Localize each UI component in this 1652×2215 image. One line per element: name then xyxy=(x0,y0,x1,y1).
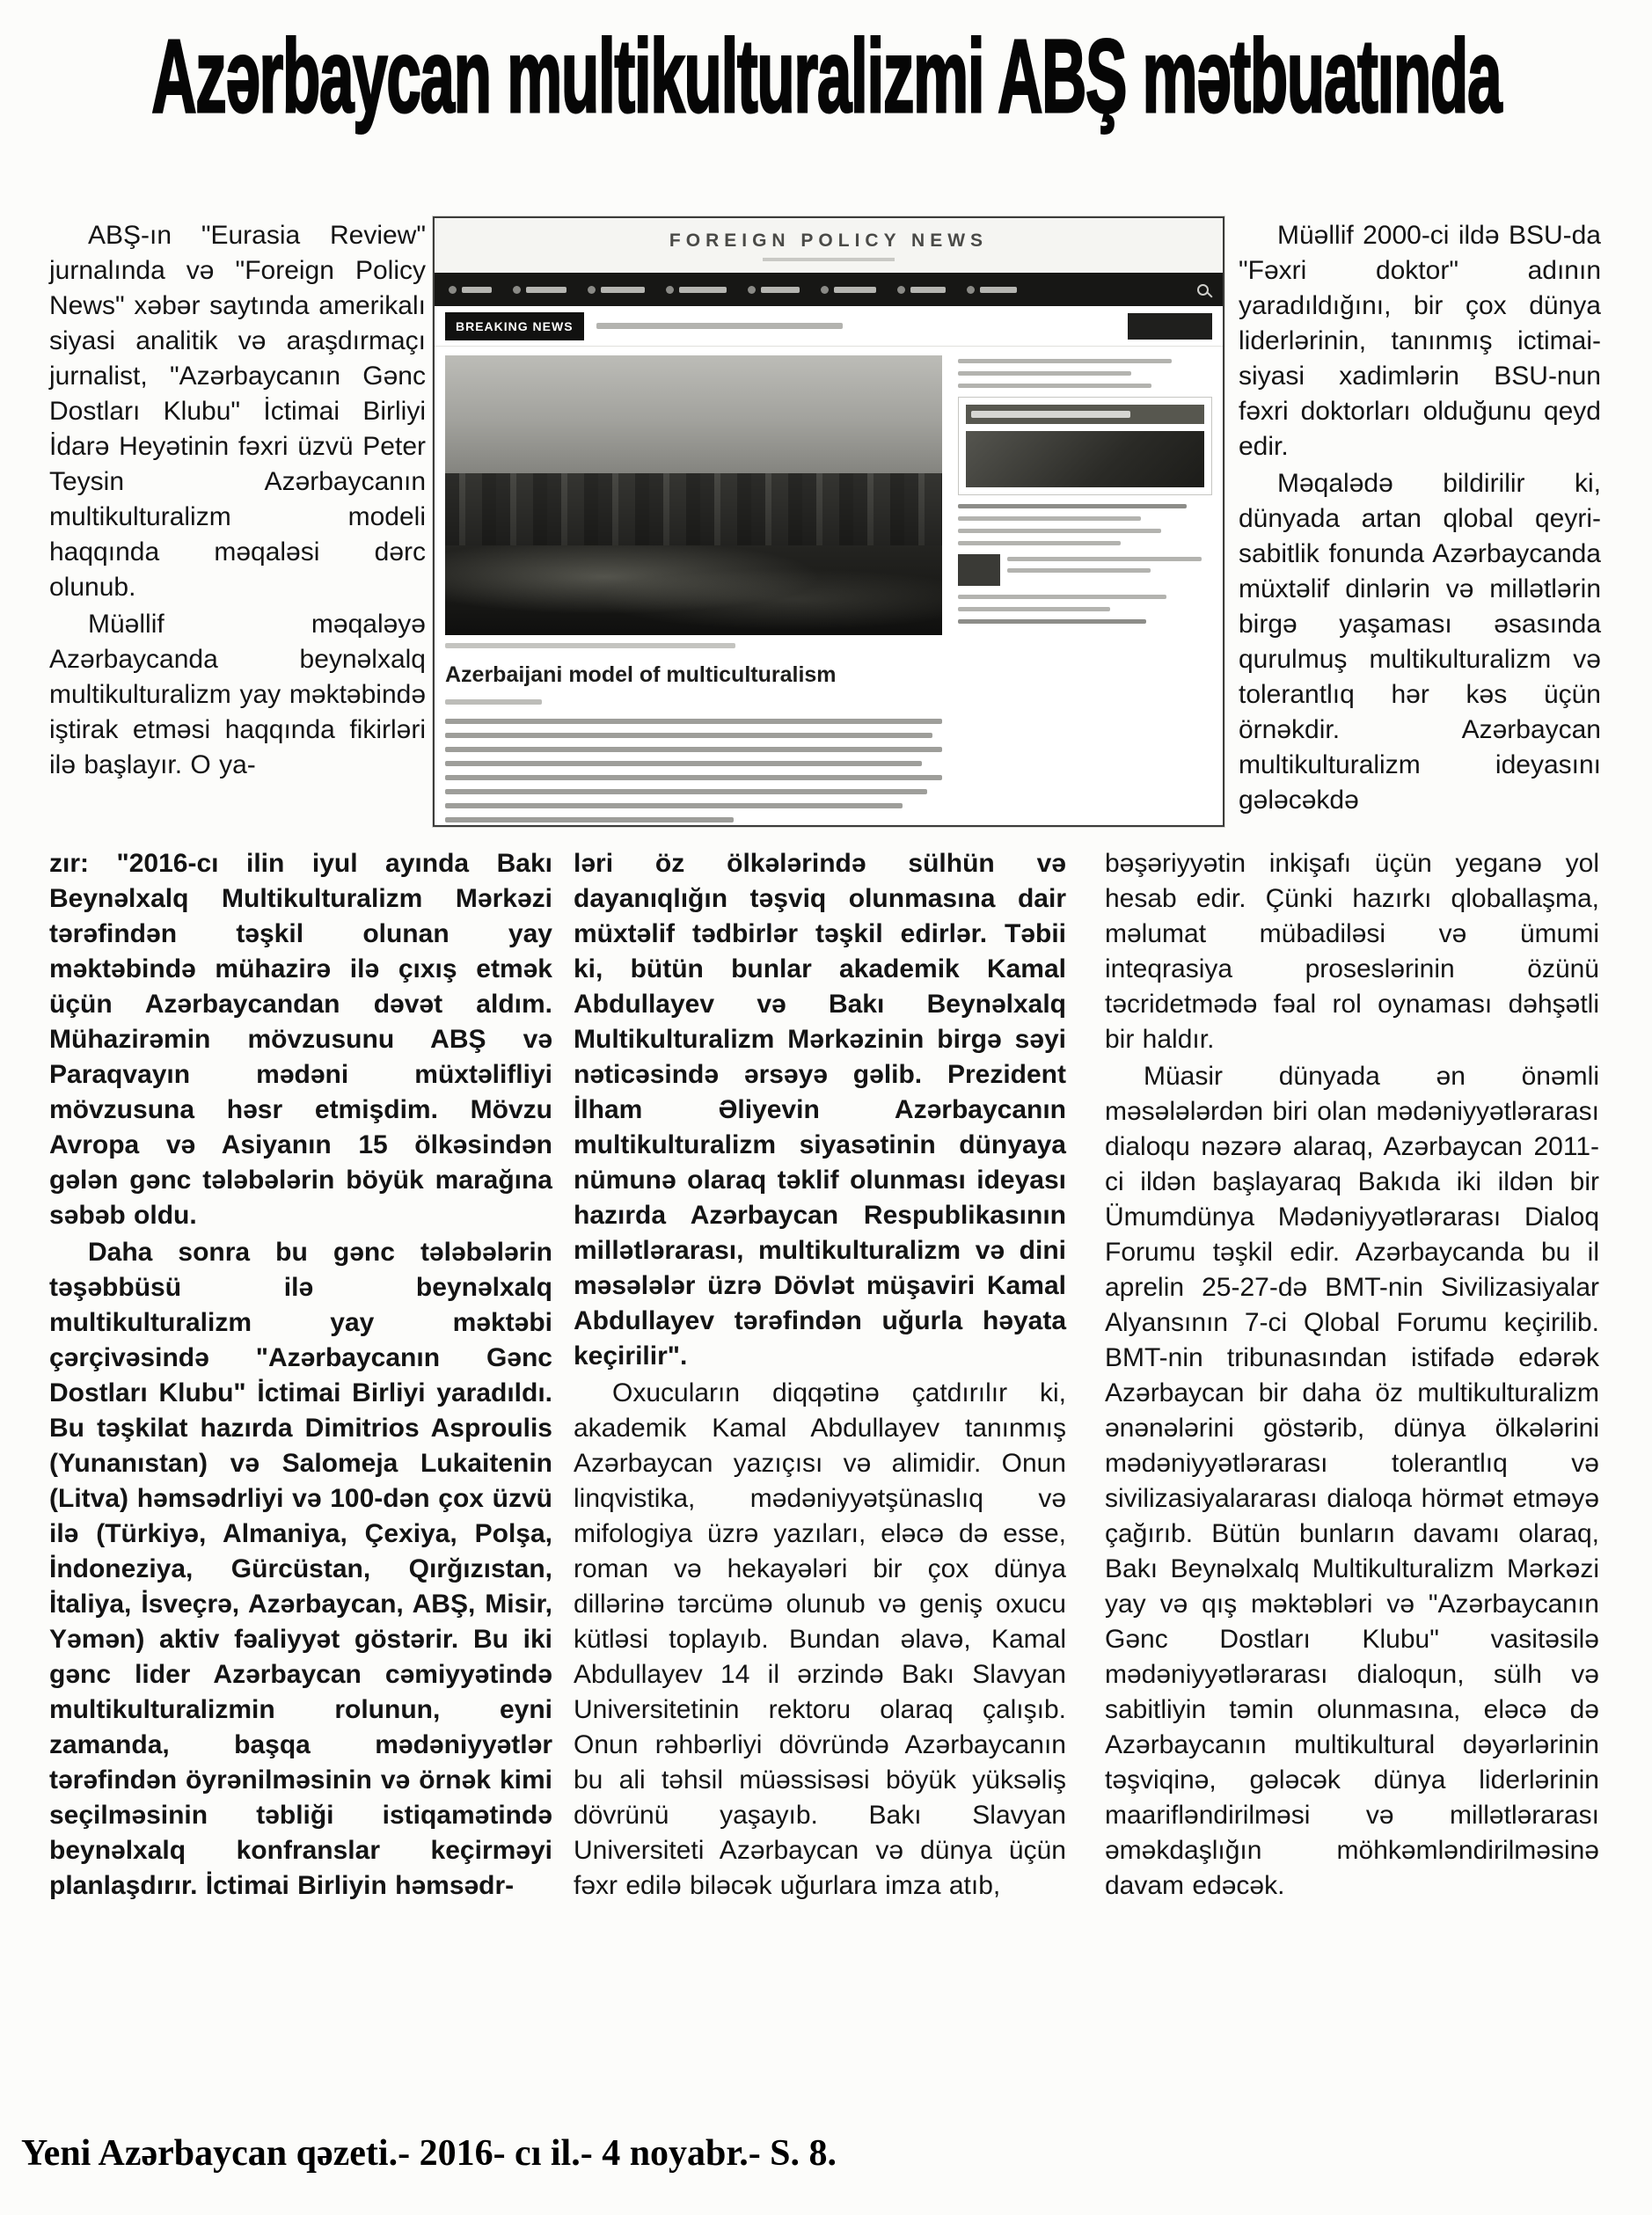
story-lines xyxy=(1007,554,1212,573)
nav-item-label-placeholder xyxy=(526,287,567,293)
sidebar-line-placeholder xyxy=(958,619,1146,624)
article-paragraph: Məqalədə bildirilir ki, dünyada artan qlobal qeyri-sabitlik fonunda Azərbaycanda müxtəlif dinlərin və millətlərin birgə yaşaması əsasında qurulmuş multikulturalizm və tolerantlıq hər kəs üçün örnəkdir. Azərbaycan multikulturalizm ideyasını gələcəkdə xyxy=(1239,469,1601,815)
breaking-news-ticker-placeholder xyxy=(596,323,843,329)
search-icon xyxy=(1197,284,1209,296)
site-nav-bar xyxy=(435,273,1223,306)
nav-item xyxy=(897,286,946,294)
site-article-main xyxy=(445,355,942,822)
nav-item-label-placeholder xyxy=(910,287,946,293)
nav-item xyxy=(666,286,727,294)
nav-item-label-placeholder xyxy=(980,287,1017,293)
article-paragraph: Müəllif məqaləyə Azərbaycanda beynəlxalq multikulturalizm yay məktəbində iştirak etməsi haqqında fikirləri ilə başlayır. O ya- xyxy=(49,610,426,779)
nav-item-icon xyxy=(666,286,674,294)
column-middle xyxy=(574,846,1066,1904)
text-line-placeholder xyxy=(445,775,942,780)
footer-citation: Yeni Azərbaycan qəzeti.- 2016- cı il.- 4 noyabr.- S. 8. xyxy=(21,2133,837,2174)
sidebar-social-widget xyxy=(958,397,1212,495)
sidebar-list-placeholder xyxy=(958,595,1212,624)
text-line-placeholder xyxy=(445,761,922,766)
nav-item xyxy=(748,286,800,294)
nav-item xyxy=(513,286,567,294)
sidebar-links-placeholder xyxy=(958,359,1212,388)
byline-placeholder xyxy=(445,699,542,705)
sidebar-list-placeholder xyxy=(958,504,1212,545)
article-photo-baku-skyline xyxy=(445,355,942,635)
nav-item-icon xyxy=(821,286,829,294)
nav-item-icon xyxy=(449,286,457,294)
site-logo: FOREIGN POLICY NEWS xyxy=(669,230,989,251)
article-paragraph: ABŞ-ın "Eurasia Review" jurnalında və "Foreign Policy News" xəbər saytında amerikalı siyasi analitik və araşdırmaçı jurnalist, "Azərbaycanın Gənc Dostları Klubu" İctimai Birliyi İdarə Heyətinin fəxri üzvü Peter Teysin Azərbaycanın multikulturalizm modeli haqqında məqaləsi dərc olunub. xyxy=(49,221,426,602)
site-sidebar xyxy=(958,355,1212,822)
sidebar-line-placeholder xyxy=(1007,557,1202,561)
text-line-placeholder xyxy=(445,719,942,724)
photo-foreground xyxy=(445,545,942,635)
text-line-placeholder xyxy=(445,789,927,794)
sidebar-line-placeholder xyxy=(958,595,1166,599)
column-right-bottom xyxy=(1105,846,1599,1904)
nav-item-label-placeholder xyxy=(679,287,727,293)
column-left-bottom xyxy=(49,846,552,1904)
nav-item-label-placeholder xyxy=(462,287,492,293)
nav-item-icon xyxy=(967,286,975,294)
widget-thumbnail xyxy=(966,431,1204,487)
nav-item-icon xyxy=(897,286,905,294)
sidebar-line-placeholder xyxy=(958,384,1151,388)
sidebar-line-placeholder xyxy=(958,359,1172,363)
sidebar-line-placeholder xyxy=(958,529,1161,533)
sidebar-line-placeholder xyxy=(958,371,1131,376)
headline-text: Azərbaycan multikulturalizmi ABŞ mətbuatında xyxy=(151,18,1501,135)
story-thumbnail xyxy=(958,554,1000,586)
article-paragraph: Müəllif 2000-ci ildə BSU-da "Fəxri doktor" adının yaradıldığını, bir çox dünya liderlərinin, tanınmış ictimai-siyasi xadimlərin BSU-nun fəxri doktorları olduğunu qeyd edir. xyxy=(1239,221,1601,461)
photo-skyline xyxy=(445,473,942,546)
column-left-top xyxy=(49,218,426,783)
sidebar-line-placeholder xyxy=(958,607,1110,611)
article-text-placeholder xyxy=(445,719,942,822)
sidebar-line-placeholder xyxy=(958,504,1187,508)
column-right-top xyxy=(1239,218,1601,818)
sidebar-story-item xyxy=(958,554,1212,586)
nav-item-label-placeholder xyxy=(761,287,800,293)
article-paragraph: Oxucuların diqqətinə çatdırılır ki, akademik Kamal Abdullayev tanınmış Azərbaycan yazıçısı və alimidir. Onun linqvistika, mədəniyyətşünaslıq və mifologiya üzrə yazıları, eləcə də esse, roman və hekayələri bir çox dünya dillərinə tərcümə olunub və geniş oxucu kütləsi toplayıb. Bundan əlavə, Kamal Abdullayev 14 il ərzində Bakı Slavyan Universitetinin rektoru olaraq çalışıb. Onun rəhbərliyi dövründə Azərbaycanın bu ali təhsil müəssisəsi böyük yüksəliş dövrünü yaşayıb. Bakı Slavyan Universiteti Azərbaycan və dünya üçün fəxr edilə biləcək uğurlara imza atıb, xyxy=(574,1378,1066,1900)
article-paragraph: zır: "2016-cı ilin iyul ayında Bakı Beynəlxalq Multikulturalizm Mərkəzi tərəfindən təşkil olunan yay məktəbində mühazirə ilə çıxış etmək üçün Azərbaycandan dəvət aldım. Mühazirəmin mövzusunu ABŞ və Paraqvayın mədəni müxtəlifliyi mövzusuna həsr etmişdim. Mövzu Avropa və Asiyanın 15 ölkəsindən gələn gənc tələbələrin böyük marağına səbəb oldu. xyxy=(49,849,552,1230)
nav-item xyxy=(588,286,645,294)
nav-item-icon xyxy=(748,286,756,294)
sidebar-line-placeholder xyxy=(958,516,1141,521)
website-screenshot xyxy=(433,216,1224,827)
article-paragraph: ləri öz ölkələrində sülhün və dayanıqlığın təşviq olunmasına dair müxtəlif tədbirlər təşkil edirlər. Təbii ki, bütün bunlar akademik Kamal Abdullayev və Bakı Beynəlxalq Multikulturalizm Mərkəzinin birgə səyi nəticəsində ərsəyə gəlib. Prezident İlham Əliyevin Azərbaycanın multikulturalizm siyasətinin dünyaya nümunə olaraq təklif olunması ideyası hazırda Azərbaycan Respublikasının millətlərarası, multikulturalizm və dini məsələlər üzrə Dövlət müşaviri Kamal Abdullayev tərəfindən uğurla həyata keçirilir". xyxy=(574,849,1066,1371)
article-paragraph: bəşəriyyətin inkişafı üçün yeganə yol hesab edir. Çünki hazırkı qloballaşma, məlumat mübadiləsi və ümumi inteqrasiya proseslərinin özünü təcridetmədə fəal rol oynaması dəhşətli bir haldır. xyxy=(1105,849,1599,1054)
nav-item-label-placeholder xyxy=(601,287,645,293)
text-line-placeholder xyxy=(445,803,903,808)
nav-item-label-placeholder xyxy=(834,287,876,293)
photo-sky xyxy=(445,355,942,473)
widget-title-placeholder xyxy=(971,411,1130,418)
breaking-news-row xyxy=(435,306,1223,347)
photo-credit-placeholder xyxy=(445,643,735,648)
text-line-placeholder xyxy=(445,817,734,822)
nav-item xyxy=(821,286,876,294)
follow-button-placeholder xyxy=(1128,313,1212,340)
nav-item xyxy=(967,286,1017,294)
site-header xyxy=(435,218,1223,273)
article-paragraph: Müasir dünyada ən önəmli məsələlərdən biri olan mədəniyyətlərarası dialoqu nəzərə alaraq, Azərbaycan 2011-ci ildən başlayaraq Bakıda iki ildən bir Ümumdünya Mədəniyyətlərarası Dialoq Forumu təşkil edir. Azərbaycanda bu il aprelin 25-27-də BMT-nin Sivilizasiyalar Alyansının 7-ci Qlobal Forumu keçirilib. BMT-nin tribunasından istifadə edərək Azərbaycan bir daha öz multikulturalizm ənənələrini göstərib, dünya ölkələrini mədəniyyətlərarası tolerantlıq və sivilizasiyalararası dialoqa hörmət etməyə çağırıb. Bütün bunların davamı olaraq, Bakı Beynəlxalq Multikulturalizm Mərkəzi yay və qış məktəbləri və "Azərbaycanın Gənc Dostları Klubu" vasitəsilə mədəniyyətlərarası dialoqun, sülh və sabitliyin təmin olunmasına, eləcə də Azərbaycanın multikultural dəyərlərinin təşviqinə, gələcək dünya liderlərinin maarifləndirilməsi və millətlərarası əməkdaşlığın möhkəmləndirilməsinə davam edəcək. xyxy=(1105,1062,1599,1900)
sidebar-line-placeholder xyxy=(958,541,1121,545)
nav-item-icon xyxy=(513,286,521,294)
site-content xyxy=(435,347,1223,827)
sidebar-line-placeholder xyxy=(1007,568,1151,573)
article-caption: Azerbaijani model of multiculturalism xyxy=(445,662,837,687)
nav-item xyxy=(449,286,492,294)
article-paragraph: Daha sonra bu gənc tələbələrin təşəbbüsü ilə beynəlxalq multikulturalizm yay məktəbi çərçivəsində "Azərbaycanın Gənc Dostları Klubu" İctimai Birliyi yaradıldı. Bu təşkilat hazırda Dimitrios Asproulis (Yunanıstan) və Salomeja Lukaitenin (Litva) həmsədrliyi və 100-dən çox üzvü ilə (Türkiyə, Almaniya, Çexiya, Polşa, İndoneziya, Gürcüstan, Qırğızıstan, İtaliya, İsveçrə, Azərbaycan, ABŞ, Misir, Yəmən) aktiv fəaliyyət göstərir. Bu iki gənc lider Azərbaycan cəmiyyətində multikulturalizmin rolunun, eyni zamanda, başqa mədəniyyətlər tərəfindən öyrənilməsinin və örnək kimi seçilməsinin təbliği istiqamətində beynəlxalq konfranslar keçirməyi planlaşdırır. İctimai Birliyin həmsədr- xyxy=(49,1238,552,1900)
nav-item-icon xyxy=(588,286,596,294)
widget-header xyxy=(966,405,1204,424)
headline xyxy=(0,18,1652,135)
text-line-placeholder xyxy=(445,733,932,738)
text-line-placeholder xyxy=(445,747,942,752)
breaking-news-label: BREAKING NEWS xyxy=(445,312,584,340)
site-tagline-placeholder xyxy=(763,258,895,261)
